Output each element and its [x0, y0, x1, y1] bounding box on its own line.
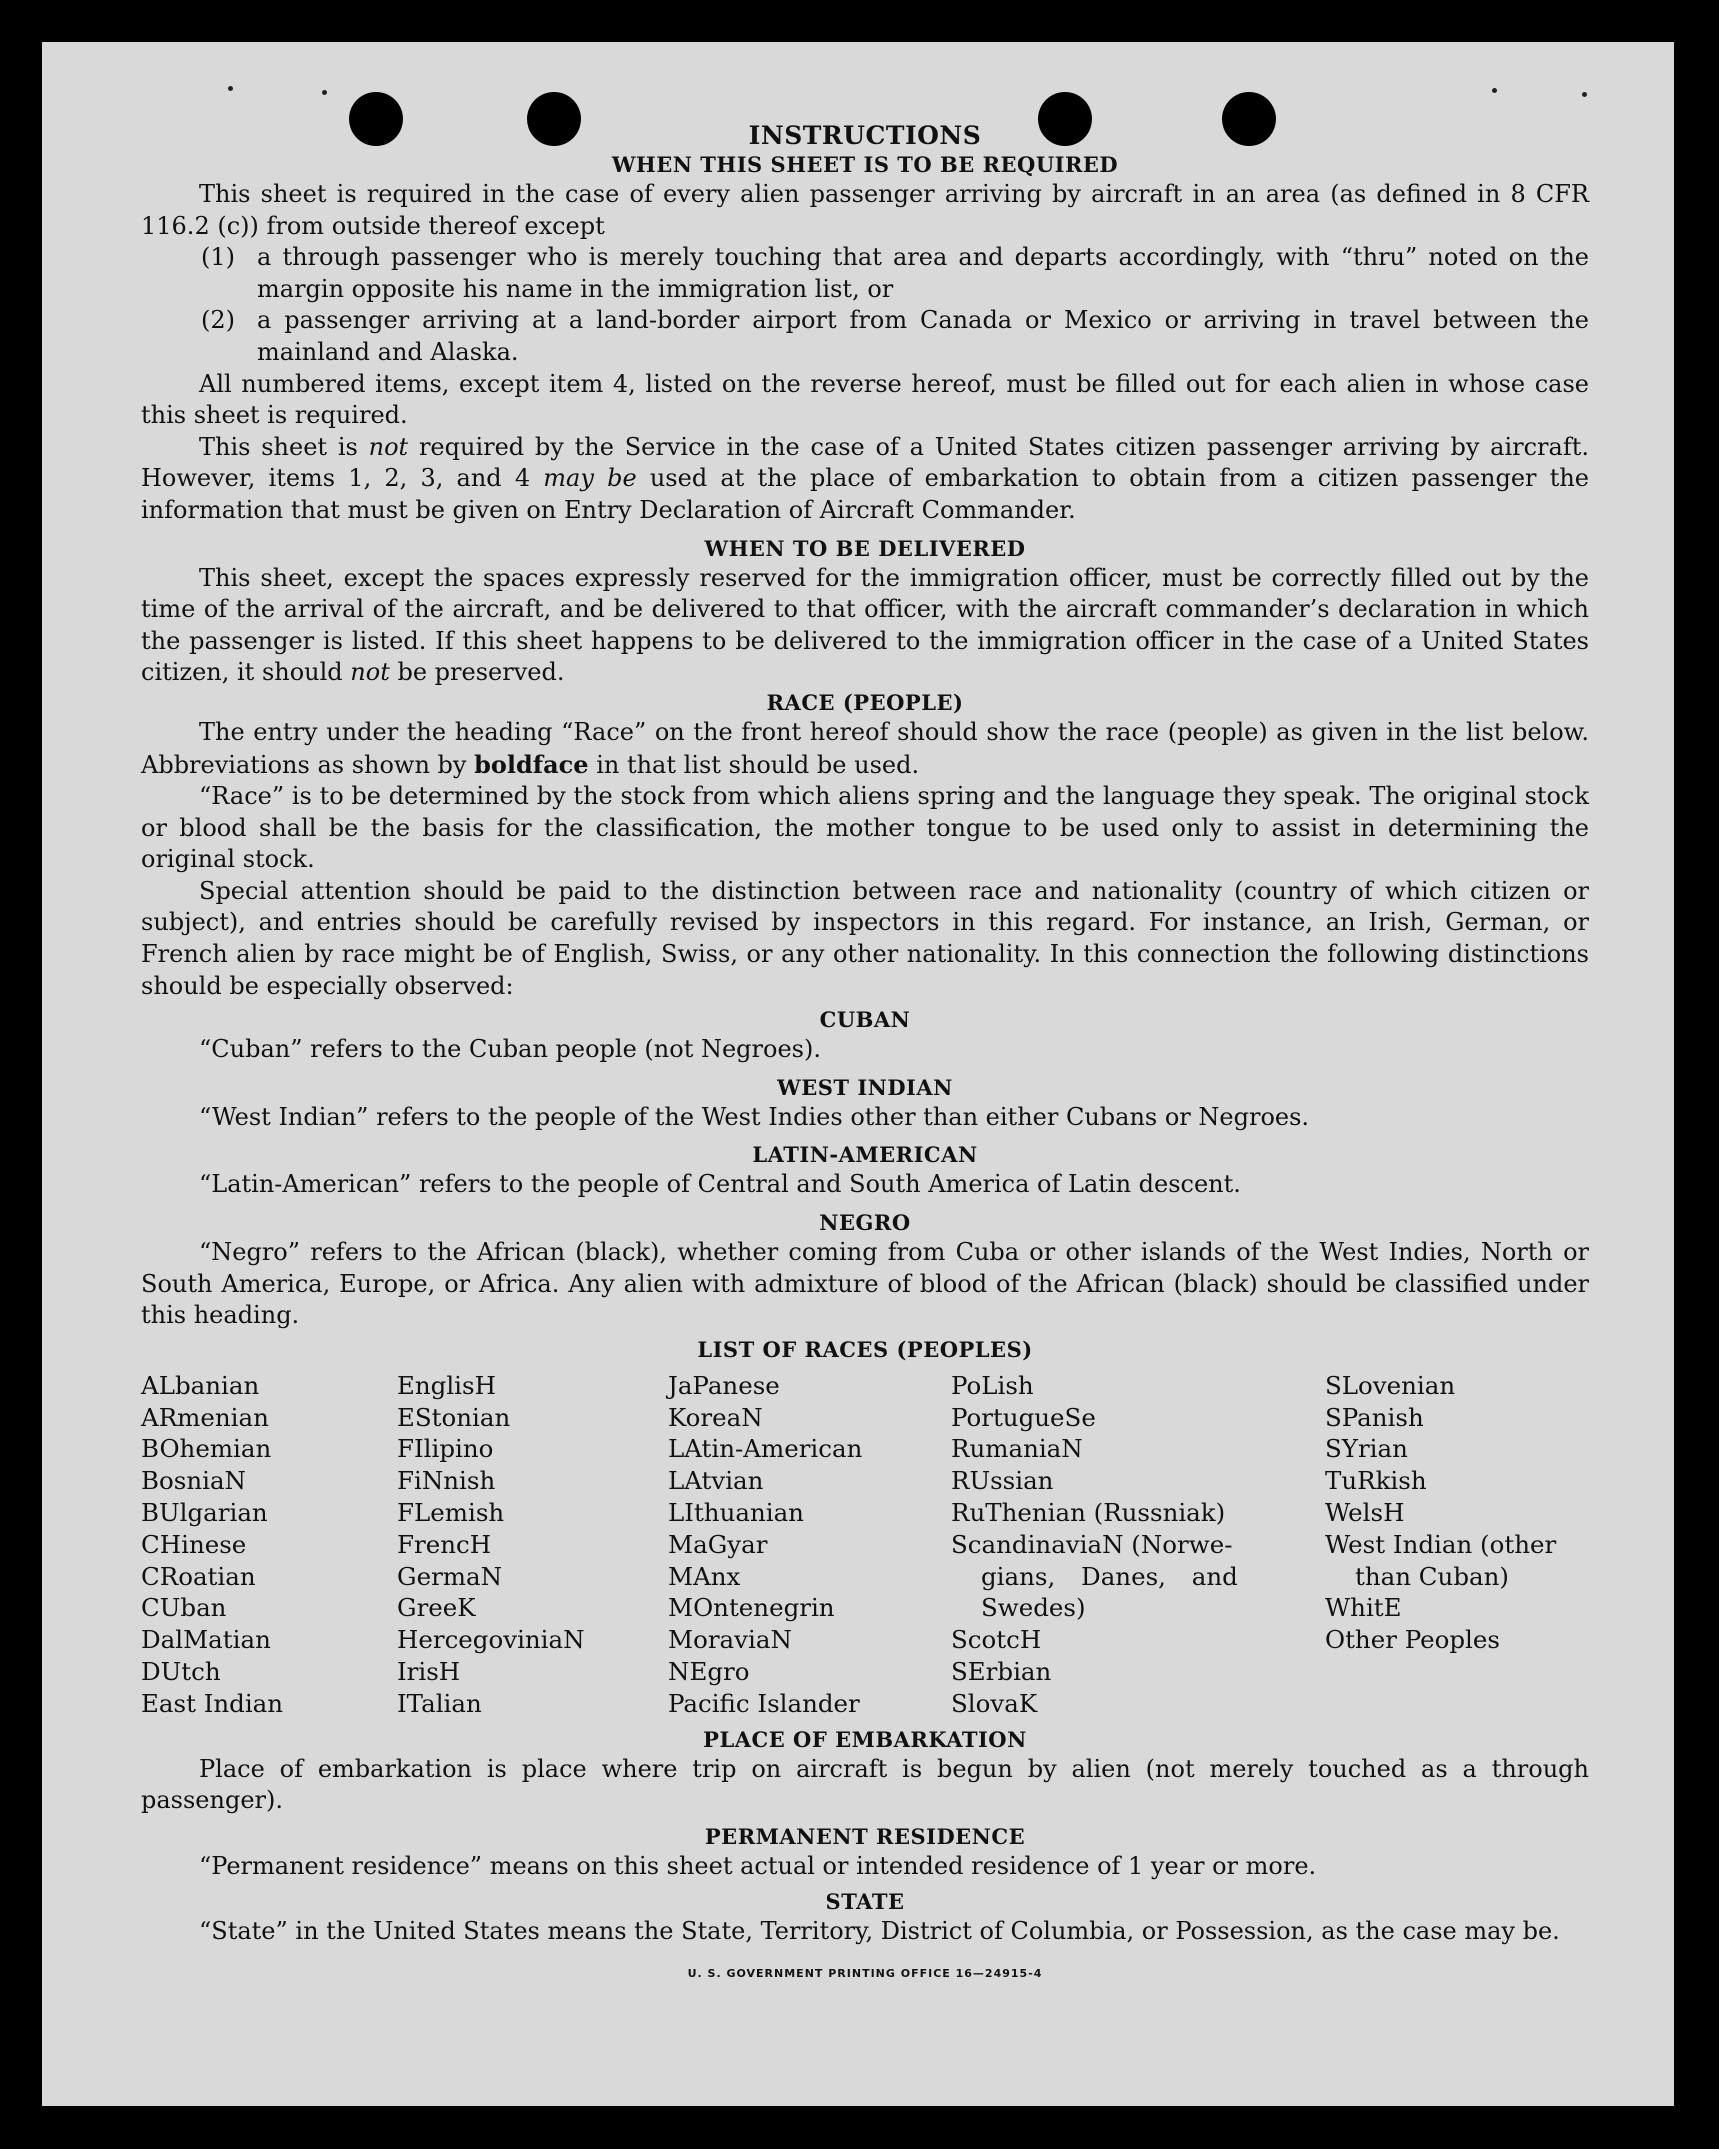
race-entry: LAtvian — [668, 1466, 764, 1496]
race-entry: ScandinaviaN (Norwe- — [951, 1529, 1233, 1559]
race-entry: MAnx — [668, 1561, 741, 1591]
race-entry: DUtch — [141, 1656, 221, 1686]
race-entry: West Indian (other — [1325, 1529, 1557, 1559]
text-run: in that list should be used. — [588, 750, 920, 779]
paragraph — [141, 717, 1589, 781]
race-entry: SErbian — [951, 1656, 1052, 1686]
race-entry: MoraviaN — [668, 1625, 792, 1655]
race-entry: IrisH — [397, 1656, 461, 1686]
item-text: a passenger arriving at a land-border airport from Canada or Mexico or arriving in travel between the mainland and Alaska. — [257, 306, 1589, 366]
heading-latin-american: LATIN-AMERICAN — [752, 1142, 978, 1168]
paragraph: This sheet is required in the case of every alien passenger arriving by aircraft in an area (as defined in 8 CFR 116.2 (c)) from outside thereof except — [141, 180, 1589, 240]
race-entry: ALbanian — [141, 1370, 260, 1400]
heading-cuban: CUBAN — [819, 1007, 911, 1033]
heading-race: RACE (PEOPLE) — [766, 689, 964, 715]
heading-when-delivered: WHEN TO BE DELIVERED — [704, 535, 1026, 561]
speck — [1582, 92, 1587, 97]
race-entry: ITalian — [397, 1688, 482, 1718]
paragraph — [141, 563, 1589, 689]
race-entry: LAtin-American — [668, 1434, 863, 1464]
text-run: The entry under the heading “Race” on the front hereof should show the race (people) as given in the list below. Abbreviations as shown by — [141, 717, 1589, 779]
race-entry: ARmenian — [141, 1402, 269, 1432]
text-run: required by the Service in the case of a United States citizen passenger arriving by aircraft. However, items 1, 2, 3, and 4 — [141, 432, 1589, 493]
paragraph: “Negro” refers to the African (black), whether coming from Cuba or other islands of the West Indies, North or South America, Europe, or Africa. Any alien with admixture of blood of the African (black) should be classified under this heading. — [141, 1238, 1589, 1330]
race-entry: CRoatian — [141, 1561, 256, 1591]
race-entry: RumaniaN — [951, 1434, 1083, 1464]
race-entry: WelsH — [1325, 1498, 1405, 1527]
race-entry: RUssian — [951, 1466, 1054, 1496]
printer-imprint: U. S. GOVERNMENT PRINTING OFFICE 16—24915-4 — [687, 1966, 1043, 1980]
heading-embarkation: PLACE OF EMBARKATION — [703, 1726, 1027, 1752]
heading-negro: NEGRO — [819, 1210, 911, 1236]
race-entry: LIthuanian — [668, 1498, 804, 1527]
races-table — [141, 1370, 1589, 1720]
race-entry: EnglisH — [397, 1370, 496, 1400]
item-number: (1) — [201, 243, 235, 272]
bold-text: boldface — [474, 749, 589, 779]
heading-permanent-residence: PERMANENT RESIDENCE — [704, 1823, 1026, 1849]
page-title: INSTRUCTIONS — [748, 121, 982, 150]
race-entry: GreeK — [397, 1593, 476, 1623]
speck — [322, 90, 327, 95]
race-entry: RuThenian (Russniak) — [951, 1498, 1226, 1527]
race-entry: gians, Danes, and — [981, 1561, 1238, 1591]
paragraph: “West Indian” refers to the people of the West Indies other than either Cubans or Negroes. — [199, 1102, 1310, 1131]
paragraph: “Permanent residence” means on this sheet actual or intended residence of 1 year or more. — [199, 1851, 1317, 1880]
item-number: (2) — [201, 306, 235, 335]
race-entry: BosniaN — [141, 1466, 246, 1496]
race-entry: Pacific Islander — [668, 1688, 860, 1718]
speck — [228, 86, 233, 91]
paragraph: All numbered items, except item 4, listed on the reverse hereof, must be filled out for each alien in whose case this sheet is required. — [141, 369, 1589, 430]
paragraph: “Race” is to be determined by the stock from which aliens spring and the language they speak. The original stock or blood shall be the basis for the classification, the mother tongue to be used only to assist in determining the original stock. — [141, 782, 1589, 874]
race-entry: MaGyar — [668, 1529, 768, 1559]
race-entry: DalMatian — [141, 1625, 271, 1655]
race-entry: Other Peoples — [1325, 1625, 1500, 1655]
list-item — [201, 305, 1589, 368]
item-text: a through passenger who is merely touching that area and departs accordingly, with “thru” noted on the margin opposite his name in the immigration list, or — [257, 243, 1589, 303]
race-entry: CUban — [141, 1593, 227, 1623]
race-entry: East Indian — [141, 1688, 284, 1718]
race-entry: SYrian — [1325, 1434, 1408, 1464]
paragraph: Special attention should be paid to the distinction between race and nationality (country of which citizen or subject), and entries should be carefully revised by inspectors in this regard. For instance, an Irish, German, or French alien by race might be of English, Swiss, or any other nationality. In this connection the following distinctions should be especially observed: — [141, 876, 1589, 1000]
emphasis: not — [350, 658, 390, 687]
race-entry: FLemish — [397, 1498, 505, 1527]
race-entry: SLovenian — [1325, 1370, 1456, 1400]
race-entry: KoreaN — [668, 1402, 763, 1432]
races-column-2 — [397, 1370, 668, 1720]
races-column-1 — [141, 1370, 397, 1720]
paragraph — [141, 432, 1589, 527]
race-entry: HercegoviniaN — [397, 1625, 585, 1655]
race-entry: than Cuban) — [1355, 1561, 1509, 1591]
race-entry: EStonian — [397, 1402, 511, 1432]
race-entry: PortugueSe — [951, 1402, 1096, 1432]
race-entry: PoLish — [951, 1370, 1034, 1400]
paragraph: “Cuban” refers to the Cuban people (not Negroes). — [199, 1035, 821, 1064]
heading-list-of-races: LIST OF RACES (PEOPLES) — [697, 1336, 1033, 1362]
race-entry: SPanish — [1325, 1402, 1424, 1432]
document-page — [42, 42, 1674, 2106]
race-entry: SlovaK — [951, 1688, 1038, 1718]
paragraph: Place of embarkation is place where trip on aircraft is begun by alien (not merely touched as a through passenger). — [141, 1754, 1589, 1815]
race-entry: Swedes) — [981, 1593, 1086, 1623]
race-entry: CHinese — [141, 1529, 247, 1559]
text-run: used at the place of embarkation to obtain from a citizen passenger the information that must be given on Entry Declaration of Aircraft Commander. — [141, 464, 1589, 524]
races-column-4 — [951, 1370, 1325, 1720]
text-run: This sheet is — [199, 432, 369, 461]
text-run: This sheet, except the spaces expressly reserved for the immigration officer, must be correctly filled out by the time of the arrival of the aircraft, and be delivered to that officer, with the aircraft commander’s declaration in which the passenger is listed. If this sheet happens to be delivered to the immigration officer in the case of a United States citizen, it should — [141, 563, 1589, 687]
race-entry: TuRkish — [1325, 1466, 1427, 1496]
heading-state: STATE — [825, 1889, 905, 1915]
list-item — [201, 242, 1589, 305]
race-entry: BOhemian — [141, 1434, 272, 1464]
text-run: be preserved. — [389, 658, 565, 687]
race-entry: WhitE — [1325, 1593, 1402, 1623]
speck — [1492, 88, 1497, 93]
heading-west-indian: WEST INDIAN — [777, 1074, 953, 1100]
race-entry: FIlipino — [397, 1434, 494, 1464]
emphasis: not — [368, 432, 409, 461]
heading-when-required: WHEN THIS SHEET IS TO BE REQUIRED — [611, 152, 1119, 177]
races-column-5 — [1325, 1370, 1589, 1720]
race-entry: MOntenegrin — [668, 1593, 835, 1623]
race-entry: GermaN — [397, 1561, 503, 1591]
race-entry: FrencH — [397, 1529, 492, 1559]
race-entry: BUlgarian — [141, 1498, 268, 1527]
instructions-body — [141, 120, 1589, 1990]
paragraph: “State” in the United States means the State, Territory, District of Columbia, or Possession, as the case may be. — [199, 1917, 1560, 1946]
paragraph: “Latin-American” refers to the people of Central and South America of Latin descent. — [199, 1170, 1241, 1199]
race-entry: NEgro — [668, 1656, 750, 1686]
races-column-3 — [668, 1370, 951, 1720]
race-entry: JaPanese — [668, 1370, 780, 1400]
emphasis: may be — [543, 464, 637, 493]
race-entry: FiNnish — [397, 1466, 496, 1496]
race-entry: ScotcH — [951, 1625, 1042, 1655]
